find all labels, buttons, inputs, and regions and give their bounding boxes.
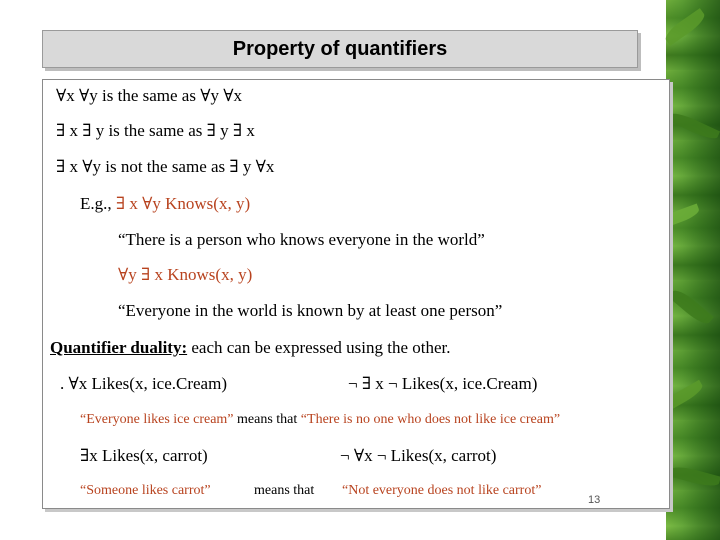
duality-label: Quantifier duality: bbox=[50, 338, 188, 357]
rule-swap-existential: ∃ x ∃ y is the same as ∃ y ∃ x bbox=[56, 121, 255, 140]
duality-example-2-left: ∃x Likes(x, carrot) bbox=[80, 446, 208, 465]
slide-title-bar bbox=[42, 30, 638, 68]
duality-example-1-right: ¬ ∃ x ¬ Likes(x, ice.Cream) bbox=[348, 374, 538, 393]
bamboo-decoration bbox=[666, 0, 720, 540]
quote-no-one-not-like: “There is no one who does not like ice cream” bbox=[300, 412, 561, 427]
quote-everyone-likes: “Everyone likes ice cream” bbox=[80, 412, 234, 427]
rule-swap-universal: ∀x ∀y is the same as ∀y ∀x bbox=[56, 86, 242, 105]
duality-example-1-left: . ∀x Likes(x, ice.Cream) bbox=[60, 374, 227, 393]
rule-mixed-not-same: ∃ x ∀y is not the same as ∃ y ∀x bbox=[56, 157, 275, 176]
page-number: 13 bbox=[588, 494, 601, 506]
example-prefix: E.g., bbox=[80, 194, 116, 213]
example-formula-2: ∀y ∃ x Knows(x, y) bbox=[118, 265, 253, 284]
means-that-2: means that bbox=[254, 483, 315, 498]
quote-someone-likes: “Someone likes carrot” bbox=[80, 483, 211, 498]
example-formula: ∃ x ∀y Knows(x, y) bbox=[115, 194, 251, 213]
quote-not-everyone: “Not everyone does not like carrot” bbox=[342, 483, 542, 498]
example-line bbox=[80, 194, 250, 214]
means-that-1: means that bbox=[233, 412, 301, 427]
example-quote: “There is a person who knows everyone in the world” bbox=[118, 230, 485, 249]
duality-example-2-right: ¬ ∀x ¬ Likes(x, carrot) bbox=[340, 446, 497, 465]
duality-text: each can be expressed using the other. bbox=[187, 338, 451, 357]
duality-example-1-explanation bbox=[80, 412, 560, 428]
example-quote-2: “Everyone in the world is known by at least one person” bbox=[118, 301, 503, 320]
duality-line bbox=[50, 338, 451, 358]
slide-title: Property of quantifiers bbox=[232, 37, 448, 60]
slide-content-box bbox=[42, 79, 670, 509]
